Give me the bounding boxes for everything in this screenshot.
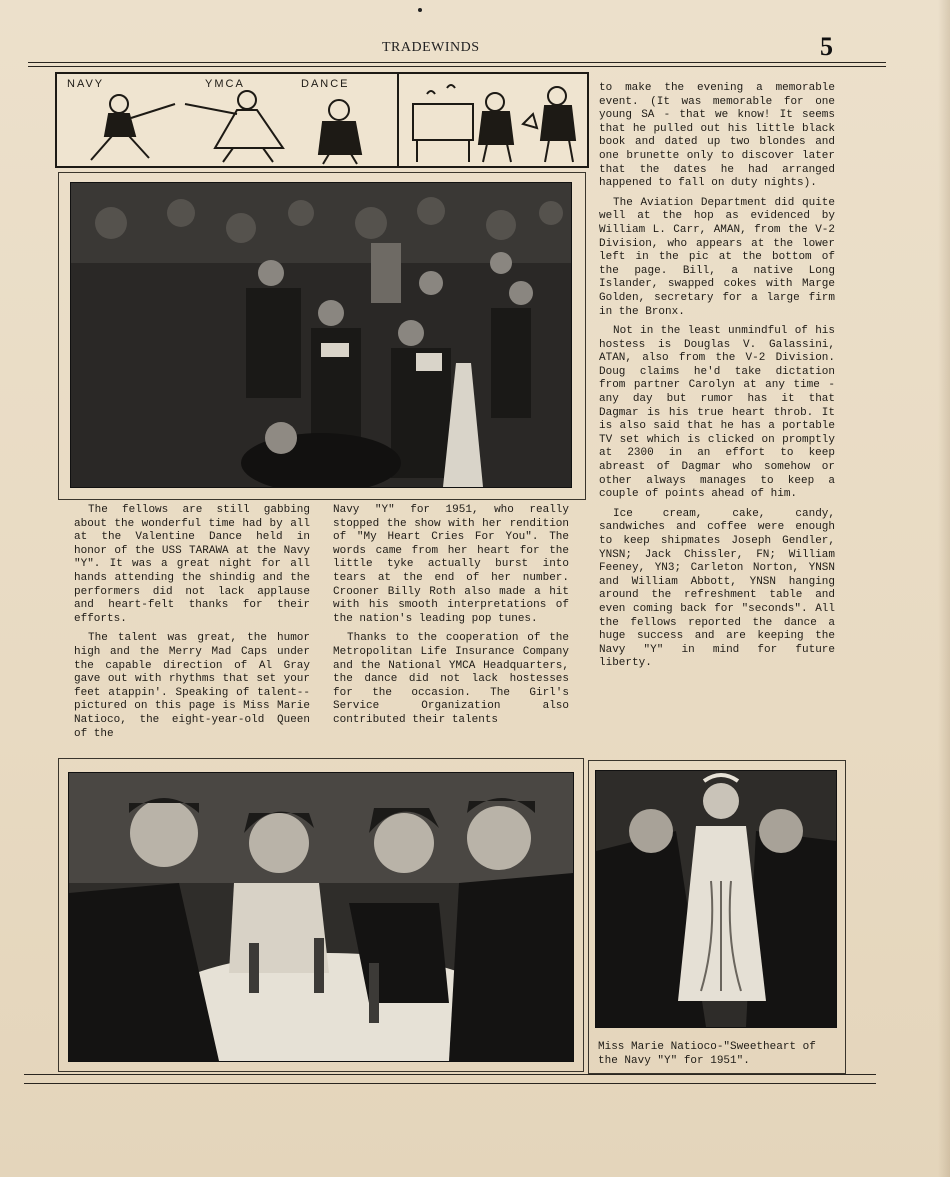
refreshment-table-photo-art	[69, 773, 573, 1061]
footer-rule-top	[24, 1074, 876, 1075]
banner-dance-word: DANCE	[301, 78, 350, 90]
article-column-3	[599, 82, 835, 677]
page-shadow-edge	[938, 0, 950, 1177]
article-column-2	[333, 504, 569, 734]
header-rule-top	[28, 62, 886, 63]
banner-ymca-word: YMCA	[205, 78, 245, 90]
sweetheart-queen-photo-art	[596, 771, 836, 1027]
banner-navy-word: NAVY	[67, 78, 105, 90]
punch-mark	[418, 8, 422, 12]
dance-floor-photo	[70, 182, 572, 488]
sweetheart-queen-photo	[595, 770, 837, 1028]
header-rule-bottom	[28, 66, 886, 67]
column2-paragraph-2: Thanks to the cooperation of the Metropolitan Life Insurance Company and the National YMCA Headquarters, the dance did not lack hostesses for the occasion. The Girl's Service Organization also contributed their talents	[333, 632, 569, 726]
navy-ymca-dance-cartoon-banner	[55, 72, 589, 168]
column3-paragraph-1: to make the evening a memorable event. (It was memorable for one young SA - that we know! It seems that he pulled out his little black book and dated up two blondes and one brunette only to discover later that the dates he had arranged happened to fall on duty nights).	[599, 82, 835, 190]
page-number: 5	[820, 32, 833, 61]
column1-paragraph-2: The talent was great, the humor high and the Merry Mad Caps under the capable direction of Al Gray gave out with rhythms that set your feet atappin'. Speaking of talent--pictured on this page is Miss Marie Natioco, the eight-year-old Queen of the	[74, 632, 310, 740]
column3-paragraph-4: Ice cream, cake, candy, sandwiches and coffee were enough to keep shipmates Joseph Gendler, YNSN; Jack Chissler, FN; William Feeney, YN3; Carleton Norton, YNSN and William Abbott, YNSN hanging around the refreshment table and even coming back for "seconds". All the fellows reported the dance a huge success and are keeping the Navy "Y" in mind for future liberty.	[599, 507, 835, 670]
refreshment-table-photo	[68, 772, 574, 1062]
column1-paragraph-1: The fellows are still gabbing about the wonderful time had by all at the Valentine Dance held in honor of the USS TARAWA at the Navy "Y". It was a great night for all hands attending the shindig and the performers did not lack applause and heart-felt thanks for their efforts.	[74, 504, 310, 625]
footer-rule-bottom	[24, 1083, 876, 1084]
column2-paragraph-1: Navy "Y" for 1951, who really stopped the show with her rendition of "My Heart Cries For You". The words came from her heart for the little tyke actually burst into tears at the end of her number. Crooner Billy Roth also made a hit with his smooth interpretations of the nation's leading pop tunes.	[333, 504, 569, 625]
running-head: TRADEWINDS	[382, 40, 480, 55]
column3-paragraph-3: Not in the least unmindful of his hostess is Douglas V. Galassini, ATAN, also from the V-2 Division. Doug claims he'd take dictation from partner Carolyn at any time - any day but rumor has it that Dagmar is his true heart throb. It is also said that he has a portable TV set which is clicked on promptly at 2300 in an effort to keep abreast of Dagmar who somehow or other always manages to keep a couple of points ahead of him.	[599, 325, 835, 501]
dance-floor-photo-art	[71, 183, 571, 487]
article-column-1	[74, 504, 310, 747]
photo-caption: Miss Marie Natioco-"Sweetheart of the Navy "Y" for 1951".	[598, 1041, 816, 1067]
banner-cartoon-drawing	[57, 74, 587, 166]
column3-paragraph-2: The Aviation Department did quite well at the hop as evidenced by William L. Carr, AMAN, from the V-2 Division, who appears at the lower left in the pic at the bottom of the page. Bill, a native Long Islander, swapped cokes with Marge Golden, secretary for a large firm in the Bronx.	[599, 196, 835, 318]
